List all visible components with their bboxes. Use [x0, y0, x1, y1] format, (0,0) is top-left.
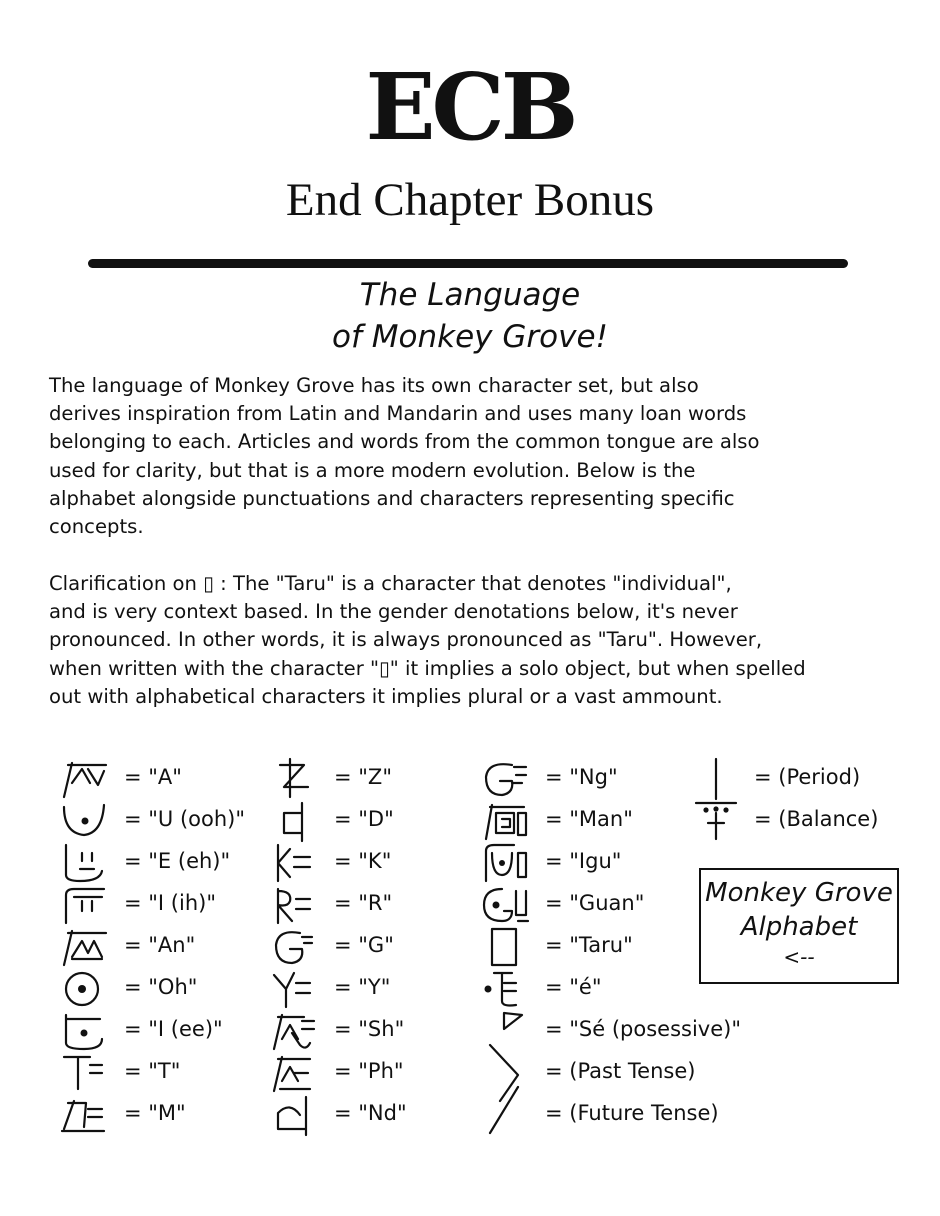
letter-label: = "Ng": [545, 765, 618, 789]
glyph-t-icon: [60, 1051, 112, 1095]
glyph-past-tense-icon: [482, 1051, 534, 1095]
letter-label: = "U (ooh)": [124, 807, 246, 831]
punctuation-label: = (Period): [754, 765, 861, 789]
letter-label: = "Guan": [545, 891, 645, 915]
glyph-se-possessive-icon: [482, 1009, 534, 1053]
glyph-e-acute-icon: [482, 967, 534, 1011]
intro-line: belonging to each. Articles and words from the common tongue are also: [49, 430, 760, 454]
legend-arrow: <--: [783, 945, 815, 969]
glyph-z-icon: [270, 757, 322, 801]
glyph-a-icon: [60, 757, 112, 801]
glyph-e-icon: [60, 841, 112, 885]
glyph-future-tense-icon: [482, 1093, 534, 1137]
letter-label: = "D": [334, 807, 394, 831]
clarification-line: pronounced. In other words, it is always pronounced as "Taru". However,: [49, 628, 763, 652]
intro-paragraph: [49, 372, 909, 541]
glyph-g-icon: [270, 925, 322, 969]
letter-label: = "Nd": [334, 1101, 407, 1125]
glyph-taru-icon: [482, 925, 534, 969]
letter-label: = "Sé (posessive)": [545, 1017, 742, 1041]
clarification-line: Clarification on ▯ : The "Taru" is a character that denotes "individual",: [49, 572, 732, 595]
glyph-an-icon: [60, 925, 112, 969]
clarification-paragraph: [49, 570, 909, 711]
page-subtitle: End Chapter Bonus: [285, 174, 655, 226]
letter-label: = "A": [124, 765, 182, 789]
legend-line2: Alphabet: [740, 912, 858, 942]
letter-label: = "M": [124, 1101, 186, 1125]
glyph-period-icon: [690, 757, 742, 801]
intro-line: alphabet alongside punctuations and characters representing specific: [49, 486, 735, 510]
letter-label: = (Future Tense): [545, 1101, 719, 1125]
letter-label: = "An": [124, 933, 196, 957]
intro-line: concepts.: [49, 515, 144, 539]
letter-label: = "E (eh)": [124, 849, 231, 873]
glyph-u-icon: [60, 799, 112, 843]
letter-label: = "R": [334, 891, 393, 915]
glyph-man-icon: [482, 799, 534, 843]
letter-label: = "Man": [545, 807, 633, 831]
letter-label: = "G": [334, 933, 394, 957]
letter-label: = "I (ee)": [124, 1017, 223, 1041]
section-heading-line2: of Monkey Grove!: [332, 319, 608, 355]
clarification-line: out with alphabetical characters it implies plural or a vast ammount.: [49, 684, 723, 708]
glyph-i-ee-icon: [60, 1009, 112, 1053]
glyph-y-icon: [270, 967, 322, 1011]
letter-label: = "Igu": [545, 849, 622, 873]
glyph-ph-icon: [270, 1051, 322, 1095]
letter-label: = (Past Tense): [545, 1059, 696, 1083]
divider: [88, 259, 848, 268]
section-heading-line1: The Language: [359, 277, 581, 313]
intro-line: used for clarity, but that is a more modern evolution. Below is the: [49, 458, 696, 482]
letter-label: = "T": [124, 1059, 181, 1083]
letter-label: = "K": [334, 849, 392, 873]
legend-line1: Monkey Grove: [705, 878, 893, 908]
intro-line: derives inspiration from Latin and Mandarin and uses many loan words: [49, 402, 747, 426]
glyph-k-icon: [270, 841, 322, 885]
clarification-line: and is very context based. In the gender denotations below, it's never: [49, 600, 738, 624]
section-heading: [0, 274, 940, 358]
glyph-m-icon: [60, 1093, 112, 1137]
clarification-line: when written with the character "▯" it implies a solo object, but when spelled: [49, 656, 806, 680]
intro-line: The language of Monkey Grove has its own character set, but also: [49, 374, 699, 397]
letter-label: = "é": [545, 975, 602, 999]
glyph-nd-icon: [270, 1093, 322, 1137]
glyph-oh-icon: [60, 967, 112, 1011]
glyph-ng-icon: [482, 757, 534, 801]
glyph-d-icon: [270, 799, 322, 843]
letter-label: = "I (ih)": [124, 891, 216, 915]
letter-label: = "Oh": [124, 975, 198, 999]
glyph-sh-icon: [270, 1009, 322, 1053]
glyph-igu-icon: [482, 841, 534, 885]
letter-label: = "Ph": [334, 1059, 404, 1083]
letter-label: = "Taru": [545, 933, 633, 957]
glyph-r-icon: [270, 883, 322, 927]
glyph-guan-icon: [482, 883, 534, 927]
punctuation-label: = (Balance): [754, 807, 879, 831]
page-title: ECB: [365, 53, 575, 161]
letter-label: = "Y": [334, 975, 391, 999]
glyph-balance-icon: [690, 799, 742, 843]
letter-label: = "Z": [334, 765, 392, 789]
glyph-i-ih-icon: [60, 883, 112, 927]
letter-label: = "Sh": [334, 1017, 405, 1041]
alphabet-legend-box: [699, 868, 899, 984]
